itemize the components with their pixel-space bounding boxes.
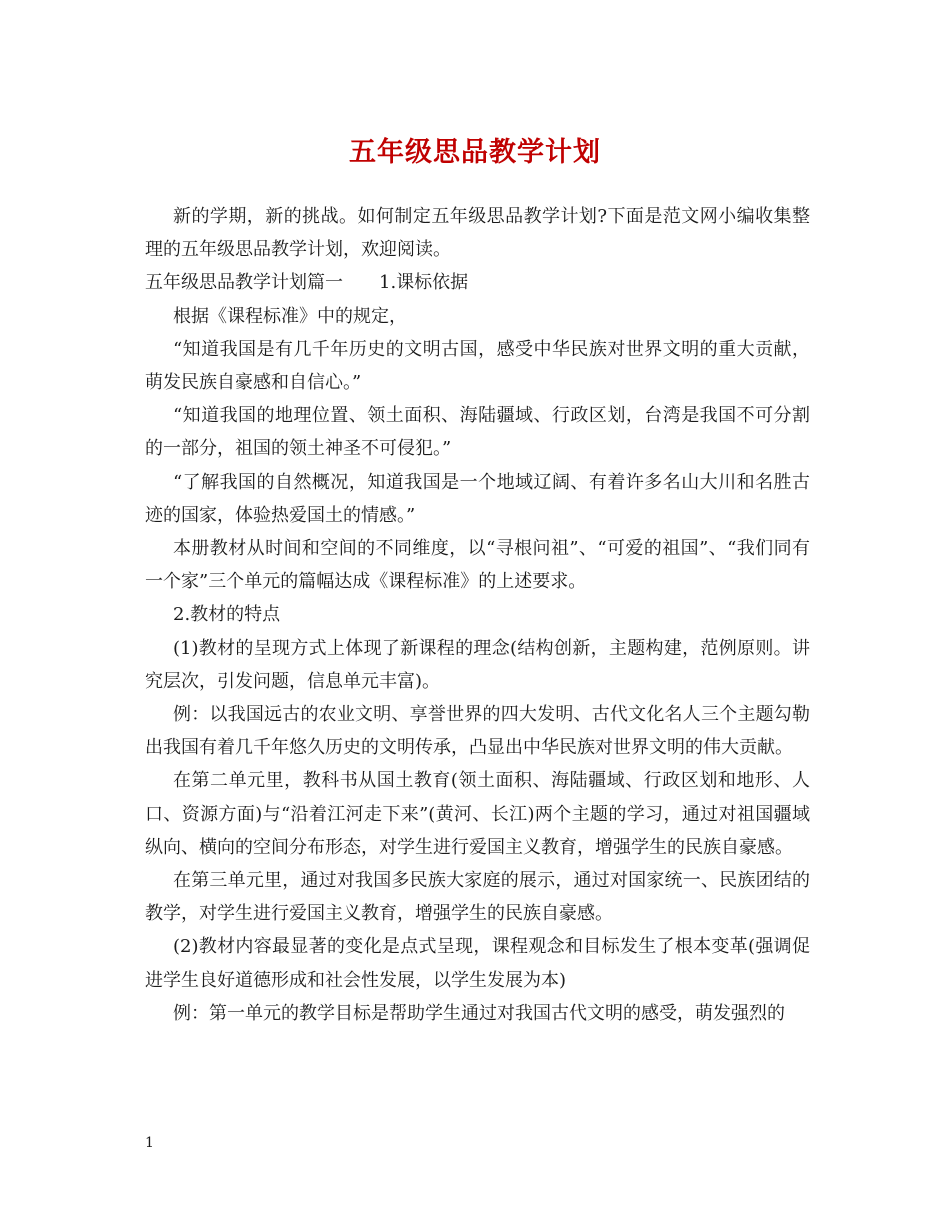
paragraph: (1)教材的呈现方式上体现了新课程的理念(结构创新，主题构建，范例原则。讲究层次，引发问题，信息单元丰富)。 — [145, 637, 810, 692]
paragraph: “知道我国是有几千年历史的文明古国，感受中华民族对世界文明的重大贡献，萌发民族自豪感和自信心。” — [145, 338, 810, 394]
paragraph: 例：以我国远古的农业文明、享誉世界的四大发明、古代文化名人三个主题勾勒出我国有着几千年悠久历史的文明传承，凸显出中华民族对世界文明的伟大贡献。 — [145, 704, 810, 759]
document-body — [145, 200, 810, 1030]
paragraph: 在第二单元里，教科书从国土教育(领土面积、海陆疆域、行政区划和地形、人口、资源方面)与“沿着江河走下来”(黄河、长江)两个主题的学习，通过对祖国疆域纵向、横向的空间分布形态，对学生进行爱国主义教育，增强学生的民族自豪感。 — [145, 770, 810, 858]
paragraph: “了解我国的自然概况，知道我国是一个地域辽阔、有着许多名山大川和名胜古迹的国家，体验热爱国土的情感。” — [145, 471, 810, 526]
page-number: 1 — [145, 1135, 154, 1151]
paragraph: 在第三单元里，通过对我国多民族大家庭的展示，通过对国家统一、民族团结的教学，对学生进行爱国主义教育，增强学生的民族自豪感。 — [145, 870, 810, 925]
section-heading: 五年级思品教学计划篇一 — [145, 272, 343, 294]
section-heading-line — [145, 266, 810, 299]
paragraph: 本册教材从时间和空间的不同维度，以“寻根问祖”、“可爱的祖国”、“我们同有一个家”三个单元的篇幅达成《课程标准》的上述要求。 — [145, 538, 810, 593]
intro-paragraph: 新的学期，新的挑战。如何制定五年级思品教学计划?下面是范文网小编收集整理的五年级思品教学计划，欢迎阅读。 — [145, 206, 810, 261]
paragraph: 例：第一单元的教学目标是帮助学生通过对我国古代文明的感受，萌发强烈的 — [173, 1002, 785, 1024]
paragraph: (2)教材内容最显著的变化是点式呈现，课程观念和目标发生了根本变革(强调促进学生良好道德形成和社会性发展，以学生发展为本) — [145, 936, 810, 991]
paragraph: 2.教材的特点 — [173, 604, 281, 626]
page-title: 五年级思品教学计划 — [349, 137, 601, 168]
section-subheading: 1.课标依据 — [379, 272, 469, 294]
paragraph: “知道我国的地理位置、领土面积、海陆疆域、行政区划，台湾是我国不可分割的一部分，祖国的领土神圣不可侵犯。” — [145, 405, 810, 460]
paragraph: 根据《课程标准》中的规定， — [173, 305, 407, 327]
